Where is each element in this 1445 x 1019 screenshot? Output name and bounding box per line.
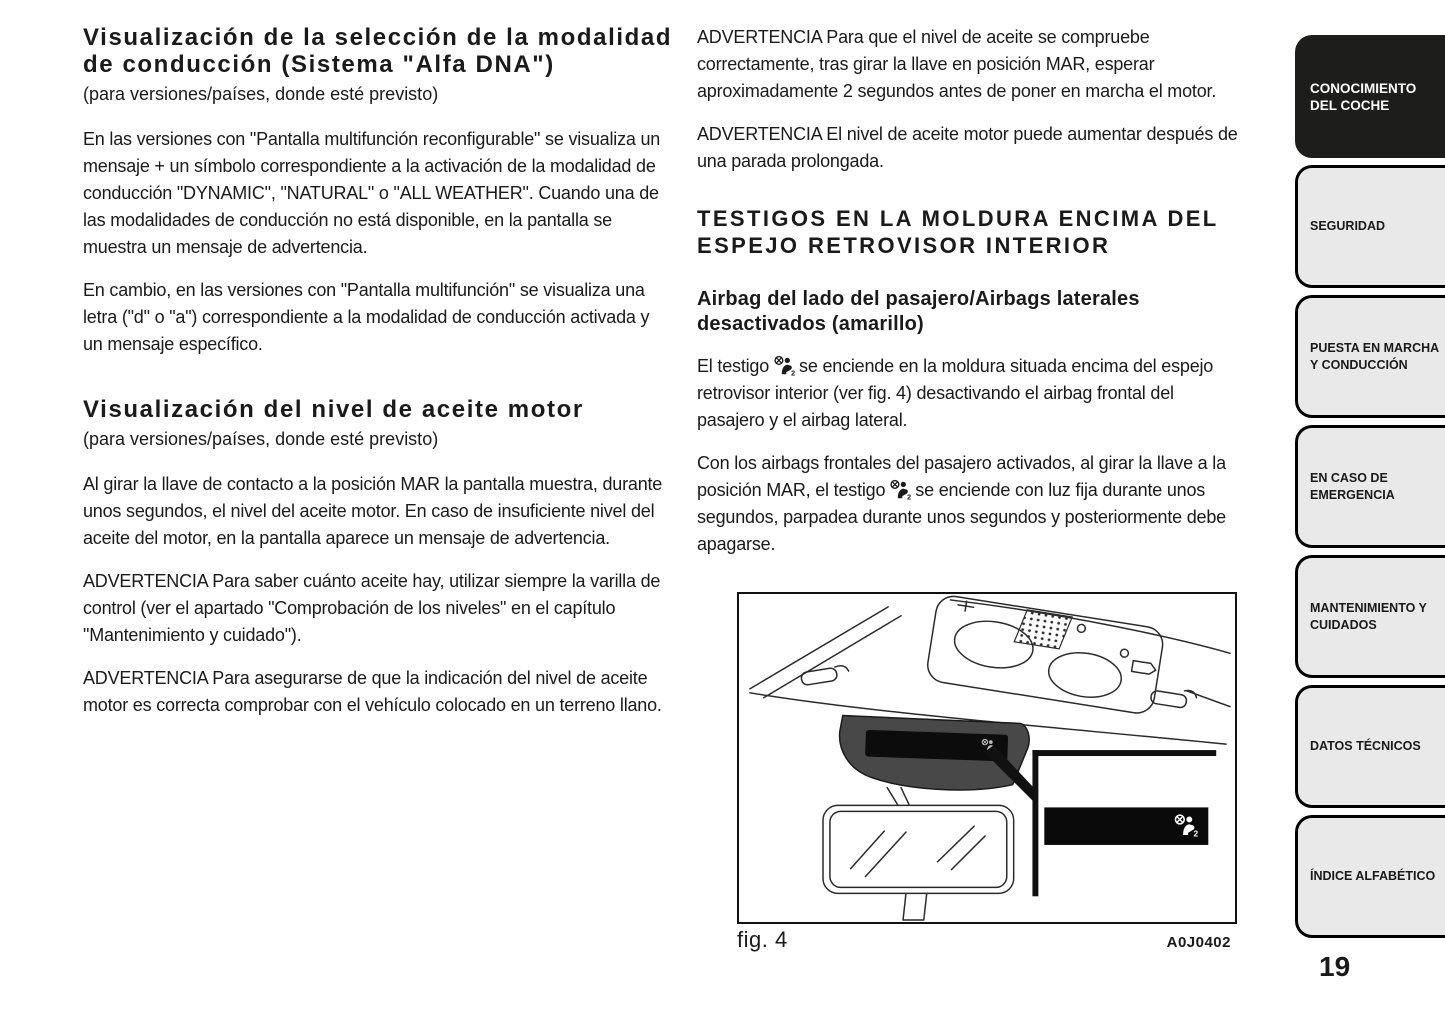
paragraph: En las versiones con "Pantalla multifunción reconfigurable" se visualiza un mensaje + un símbolo correspondiente a la activación de la modalidad de conducción "DYNAMIC", "NATURAL" o "ALL WEATHER". Cuando una de las modalidades de conducción no está disponible, en la pantalla se muestra un mensaje de advertencia. xyxy=(83,129,661,257)
tab-seguridad[interactable]: SEGURIDAD xyxy=(1295,165,1445,288)
tab-datos-tecnicos[interactable]: DATOS TÉCNICOS xyxy=(1295,685,1445,808)
left-column xyxy=(83,24,673,719)
paragraph: El testigo se enciende en la moldura situada encima del espejo retrovisor interior (ver fig. 4) desactivando el airbag frontal del pasajero y el airbag lateral. xyxy=(697,356,1214,430)
tab-indice-alfabetico[interactable]: ÍNDICE ALFABÉTICO xyxy=(1295,815,1445,938)
figure-caption: fig. 4 xyxy=(737,927,788,952)
airbag-warning-icon xyxy=(888,479,912,500)
chapter-tab-sidebar xyxy=(1295,35,1445,983)
heading-note: (para versiones/países, donde esté previsto) xyxy=(83,84,439,104)
callout-line-top xyxy=(1032,750,1216,756)
callout-inset xyxy=(1044,807,1208,845)
figure-frame xyxy=(737,592,1237,924)
paragraph: Al girar la llave de contacto a la posición MAR la pantalla muestra, durante unos segundos, el nivel del aceite motor. En caso de insuficiente nivel del aceite del motor, en la pantalla aparece un mensaje de advertencia. xyxy=(83,474,663,548)
heading-oil-level-display: Visualización del nivel de aceite motor xyxy=(83,396,584,423)
figure-4 xyxy=(737,592,1237,953)
paragraph: En cambio, en las versiones con "Pantalla multifunción" se visualiza una letra ("d" o "a") correspondiente a la modalidad de conducción activada y un mensaje específico. xyxy=(83,280,650,354)
tab-mantenimiento[interactable]: MANTENIMIENTO Y CUIDADOS xyxy=(1295,555,1445,678)
heading-note: (para versiones/países, donde esté previsto) xyxy=(83,429,439,449)
speaker-grille xyxy=(1014,609,1072,651)
paragraph-warning: ADVERTENCIA El nivel de aceite motor puede aumentar después de una parada prolongada. xyxy=(697,124,1238,171)
tab-conocimiento-del-coche[interactable]: CONOCIMIENTO DEL COCHE xyxy=(1295,35,1445,158)
figure-code: A0J0402 xyxy=(1166,934,1231,951)
paragraph-warning: ADVERTENCIA Para que el nivel de aceite se compruebe correctamente, tras girar la llave en posición MAR, esperar aproximadamente 2 segundos antes de poner en marcha el motor. xyxy=(697,27,1217,101)
visor-clip-left xyxy=(801,666,849,686)
subheading-airbag-deactivated: Airbag del lado del pasajero/Airbags laterales desactivados (amarillo) xyxy=(697,288,1140,335)
visor-warning-strip xyxy=(865,730,1008,762)
right-column xyxy=(697,24,1242,953)
visor-clip-right xyxy=(1150,690,1196,708)
airbag-warning-icon xyxy=(772,355,796,376)
tab-puesta-en-marcha[interactable]: PUESTA EN MARCHA Y CONDUCCIÓN xyxy=(1295,295,1445,418)
paragraph: Con los airbags frontales del pasajero activados, al girar la llave a la posición MAR, el testigo se enciende con luz fija durante unos segundos, parpadea durante unos segundos y posteriormente debe apagarse. xyxy=(697,453,1226,554)
page-number: 19 xyxy=(1319,951,1351,982)
paragraph-warning: ADVERTENCIA Para saber cuánto aceite hay, utilizar siempre la varilla de control (ver el apartado "Comprobación de los niveles" en el capítulo "Mantenimiento y cuidado"). xyxy=(83,571,661,645)
section-heading-warning-lights: TESTIGOS EN LA MOLDURA ENCIMA DEL ESPEJO RETROVISOR INTERIOR xyxy=(697,206,1219,258)
heading-driving-mode-display: Visualización de la selección de la modalidad de conducción (Sistema "Alfa DNA") xyxy=(83,24,673,78)
paragraph-warning: ADVERTENCIA Para asegurarse de que la indicación del nivel de aceite motor es correcta comprobar con el vehículo colocado en un terreno llano. xyxy=(83,668,662,715)
console-switch-right xyxy=(1132,661,1157,675)
mirror-console-illustration xyxy=(739,594,1235,922)
tab-en-caso-de-emergencia[interactable]: EN CASO DE EMERGENCIA xyxy=(1295,425,1445,548)
overhead-console xyxy=(925,594,1165,716)
rearview-mirror xyxy=(823,805,1014,920)
callout-line-left xyxy=(1032,750,1038,896)
